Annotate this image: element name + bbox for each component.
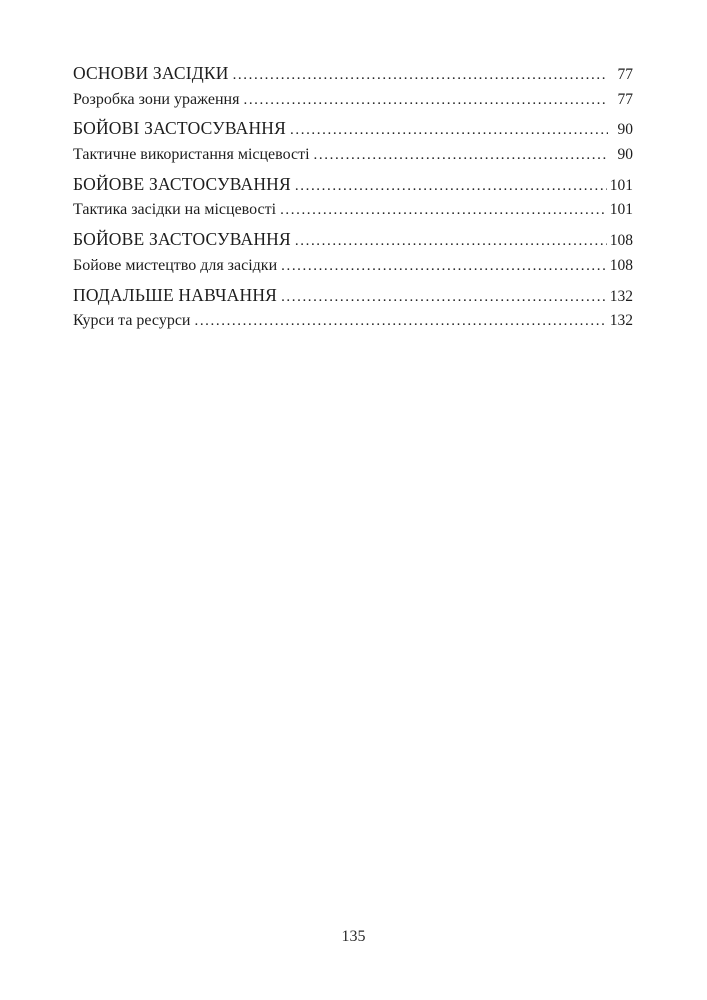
toc-entry-page-number: 132 — [609, 287, 633, 305]
toc-entry-label: ПОДАЛЬШЕ НАВЧАННЯ — [73, 284, 278, 305]
dot-leader — [194, 313, 606, 330]
toc-entry-page-number: 90 — [617, 146, 633, 164]
toc-entry-page-number: 108 — [609, 232, 633, 250]
page-number-footer: 135 — [341, 928, 366, 945]
toc-entry-label: Тактичне використання місцевості — [73, 146, 310, 164]
toc-entry-label: Тактика засідки на місцевості — [73, 201, 277, 219]
toc-entry-label: Розробка зони ураження — [73, 90, 240, 108]
toc-entry[interactable] — [73, 257, 633, 285]
toc-entry-page-number: 77 — [617, 66, 633, 83]
dot-leader — [295, 178, 607, 195]
dot-leader — [280, 202, 607, 219]
dot-leader — [314, 147, 608, 164]
toc-entry[interactable] — [73, 146, 633, 174]
dot-leader — [233, 67, 608, 84]
toc-entry-page-number: 77 — [617, 90, 633, 108]
toc-entry-page-number: 90 — [617, 121, 633, 139]
toc-entry[interactable] — [73, 91, 633, 119]
toc-entry[interactable] — [73, 285, 633, 313]
dot-leader — [281, 289, 607, 306]
toc-entry[interactable] — [73, 174, 633, 202]
toc-entry[interactable] — [73, 229, 633, 257]
toc-list — [73, 63, 633, 340]
toc-entry-label: ОСНОВИ ЗАСІДКИ — [73, 63, 229, 83]
toc-entry[interactable] — [73, 63, 633, 91]
dot-leader — [295, 233, 607, 250]
toc-entry-page-number: 108 — [609, 256, 633, 274]
dot-leader — [281, 258, 607, 275]
dot-leader — [290, 122, 608, 139]
toc-entry[interactable] — [73, 201, 633, 229]
toc-entry-page-number: 101 — [609, 176, 633, 194]
toc-entry-label: БОЙОВЕ ЗАСТОСУВАННЯ — [73, 173, 291, 194]
toc-entry-label: БОЙОВЕ ЗАСТОСУВАННЯ — [73, 229, 291, 250]
toc-entry-label: БОЙОВІ ЗАСТОСУВАННЯ — [73, 118, 287, 139]
toc-entry-page-number: 132 — [609, 312, 633, 330]
dot-leader — [243, 92, 608, 109]
toc-entry-label: Курси та ресурси — [73, 312, 191, 330]
toc-entry[interactable] — [73, 312, 633, 340]
toc-entry-page-number: 101 — [609, 201, 633, 219]
toc-entry[interactable] — [73, 118, 633, 146]
toc-entry-label: Бойове мистецтво для засідки — [73, 256, 278, 274]
